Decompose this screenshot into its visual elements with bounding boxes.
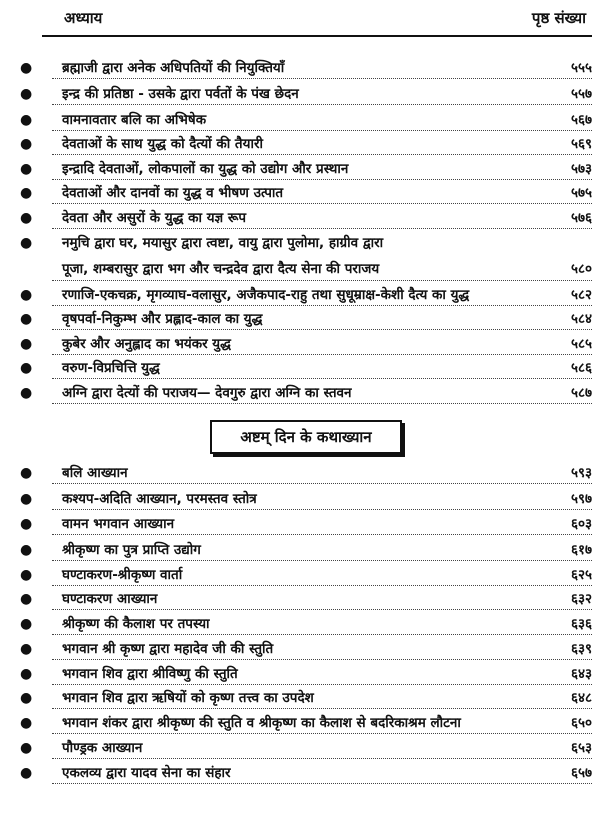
entry-page-number: ५८४ xyxy=(570,311,592,327)
section-heading xyxy=(210,420,402,454)
entry-page-number: ६३९ xyxy=(570,641,592,657)
bullet-icon: ● xyxy=(20,311,33,327)
entry-page-number: ५९३ xyxy=(570,465,592,481)
bullet-icon: ● xyxy=(20,591,33,607)
entry-title: भगवान शिव द्वारा ऋषियों को कृष्ण तत्त्व का उपदेश xyxy=(62,690,314,706)
bullet-icon: ● xyxy=(20,516,33,532)
entry-page-number: ५८० xyxy=(570,261,592,277)
entry-dotted-rule xyxy=(52,130,592,131)
entry-page-number: ६३६ xyxy=(570,616,592,632)
entry-page-number: ५८७ xyxy=(570,385,592,401)
bullet-icon: ● xyxy=(20,765,33,781)
bullet-icon: ● xyxy=(20,287,33,303)
entry-page-number: ५५७ xyxy=(570,86,592,102)
entry-dotted-rule xyxy=(52,280,592,281)
entry-dotted-rule xyxy=(52,403,592,404)
entry-title: घण्टाकरण आख्यान xyxy=(62,591,158,607)
entry-dotted-rule xyxy=(52,609,592,610)
bullet-icon: ● xyxy=(20,210,33,226)
bullet-icon: ● xyxy=(20,86,33,102)
entry-title: घण्टाकरण-श्रीकृष्ण वार्ता xyxy=(62,567,183,583)
entry-page-number: ५८६ xyxy=(570,360,592,376)
entry-dotted-rule xyxy=(52,154,592,155)
bullet-icon: ● xyxy=(20,715,33,731)
entry-page-number: ६०३ xyxy=(570,516,592,532)
entry-page-number: ६४३ xyxy=(570,666,592,682)
bullet-icon: ● xyxy=(20,235,33,251)
entry-page-number: ६४८ xyxy=(570,690,592,706)
entry-title: रणाजि-एकचक्र, मृगव्याघ-वलासुर, अजैकपाद-राहु तथा सुधूम्राक्ष-केशी दैत्य का युद्ध xyxy=(62,287,470,303)
bullet-icon: ● xyxy=(20,136,33,152)
entry-dotted-rule xyxy=(52,758,592,759)
entry-dotted-rule xyxy=(52,354,592,355)
entry-page-number: ६१७ xyxy=(570,542,592,558)
entry-dotted-rule xyxy=(52,733,592,734)
entry-page-number: ५७५ xyxy=(570,185,592,201)
entry-title: बलि आख्यान xyxy=(62,465,128,481)
bullet-icon: ● xyxy=(20,360,33,376)
entry-page-number: ६२५ xyxy=(570,567,592,583)
bullet-icon: ● xyxy=(20,465,33,481)
entry-title: इन्द्र की प्रतिष्ठा - उसके द्वारा पर्वतों के पंख छेदन xyxy=(62,86,299,102)
entry-title: देवताओं और दानवों का युद्ध व भीषण उत्पात xyxy=(62,185,284,201)
entry-page-number: ५६९ xyxy=(570,136,592,152)
entry-page-number: ६५० xyxy=(570,715,592,731)
entry-dotted-rule xyxy=(52,179,592,180)
entry-dotted-rule xyxy=(52,534,592,535)
entry-dotted-rule xyxy=(52,228,592,229)
entry-dotted-rule xyxy=(52,560,592,561)
entry-dotted-rule xyxy=(52,483,592,484)
entry-dotted-rule xyxy=(52,509,592,510)
chapter-column-label: अध्याय xyxy=(64,9,103,27)
entry-title-continued: पूजा, शम्बरासुर द्वारा भग और चन्द्रदेव द्वारा दैत्य सेना की पराजय xyxy=(62,261,380,277)
entry-title: भगवान शंकर द्वारा श्रीकृष्ण की स्तुति व श्रीकृष्ण का कैलाश से बदरिकाश्रम लौटना xyxy=(62,715,461,731)
entry-page-number: ५७३ xyxy=(570,161,592,177)
entry-title: इन्द्रादि देवताओं, लोकपालों का युद्ध को उद्योग और प्रस्थान xyxy=(62,161,349,177)
entry-dotted-rule xyxy=(52,378,592,379)
entry-title: एकलव्य द्वारा यादव सेना का संहार xyxy=(62,765,231,781)
entry-title: श्रीकृष्ण की कैलाश पर तपस्या xyxy=(62,616,210,632)
entry-title: नमुचि द्वारा घर, मयासुर द्वारा त्वष्टा, वायु द्वारा पुलोमा, हाग्रीव द्वारा xyxy=(62,235,384,251)
bullet-icon: ● xyxy=(20,616,33,632)
entry-title: भगवान शिव द्वारा श्रीविष्णु की स्तुति xyxy=(62,666,238,682)
bullet-icon: ● xyxy=(20,385,33,401)
bullet-icon: ● xyxy=(20,491,33,507)
entry-title: वृषपर्वा-निकुम्भ और प्रह्लाद-काल का युद्ध xyxy=(62,311,263,327)
entry-title: वामनावतार बलि का अभिषेक xyxy=(62,112,207,128)
entry-title: भगवान श्री कृष्ण द्वारा महादेव जी की स्तुति xyxy=(62,641,274,657)
entry-dotted-rule xyxy=(52,684,592,685)
entry-dotted-rule xyxy=(52,585,592,586)
entry-page-number: ५६७ xyxy=(570,112,592,128)
entry-title: ब्रह्माजी द्वारा अनेक अधिपतियों की नियुक्तियाँ xyxy=(62,60,285,76)
bullet-icon: ● xyxy=(20,336,33,352)
entry-title: कुबेर और अनुह्लाद का भयंकर युद्ध xyxy=(62,336,231,352)
entry-title: वामन भगवान आख्यान xyxy=(62,516,175,532)
page-column-label: पृष्ठ संख्या xyxy=(531,9,586,27)
bullet-icon: ● xyxy=(20,542,33,558)
entry-page-number: ५७६ xyxy=(570,210,592,226)
entry-title: श्रीकृष्ण का पुत्र प्राप्ति उद्योग xyxy=(62,542,201,558)
entry-title: देवता और असुरों के युद्ध का यज्ञ रूप xyxy=(62,210,247,226)
bullet-icon: ● xyxy=(20,567,33,583)
bullet-icon: ● xyxy=(20,690,33,706)
bullet-icon: ● xyxy=(20,185,33,201)
bullet-icon: ● xyxy=(20,112,33,128)
entry-page-number: ५५५ xyxy=(570,60,592,76)
entry-title: वरुण-विप्रचित्ति युद्ध xyxy=(62,360,160,376)
entry-dotted-rule xyxy=(52,329,592,330)
entry-dotted-rule xyxy=(52,203,592,204)
entry-title: देवताओं के साथ युद्ध को दैत्यों की तैयारी xyxy=(62,136,263,152)
entry-title: कश्यप-अदिति आख्यान, परमस्तव स्तोत्र xyxy=(62,491,257,507)
entry-dotted-rule xyxy=(52,783,592,784)
bullet-icon: ● xyxy=(20,161,33,177)
entry-page-number: ६५३ xyxy=(570,740,592,756)
entry-page-number: ६३२ xyxy=(570,591,592,607)
entry-page-number: ५८५ xyxy=(570,336,592,352)
bullet-icon: ● xyxy=(20,641,33,657)
entry-page-number: ५८२ xyxy=(570,287,592,303)
section-title: अष्टम् दिन के कथाख्यान xyxy=(240,428,372,446)
header-rule xyxy=(42,35,592,37)
entry-dotted-rule xyxy=(52,104,592,105)
bullet-icon: ● xyxy=(20,740,33,756)
entry-title: अग्नि द्वारा देत्यों की पराजय— देवगुरु द्वारा अग्नि का स्तवन xyxy=(62,385,352,401)
bullet-icon: ● xyxy=(20,666,33,682)
entry-dotted-rule xyxy=(52,634,592,635)
entry-dotted-rule xyxy=(52,708,592,709)
toc-header xyxy=(0,0,600,40)
entry-dotted-rule xyxy=(52,305,592,306)
bullet-icon: ● xyxy=(20,60,33,76)
entry-page-number: ५९७ xyxy=(570,491,592,507)
entry-title: पौण्ड्रक आख्यान xyxy=(62,740,143,756)
entry-dotted-rule xyxy=(52,78,592,79)
entry-dotted-rule xyxy=(52,659,592,660)
entry-page-number: ६५७ xyxy=(570,765,592,781)
